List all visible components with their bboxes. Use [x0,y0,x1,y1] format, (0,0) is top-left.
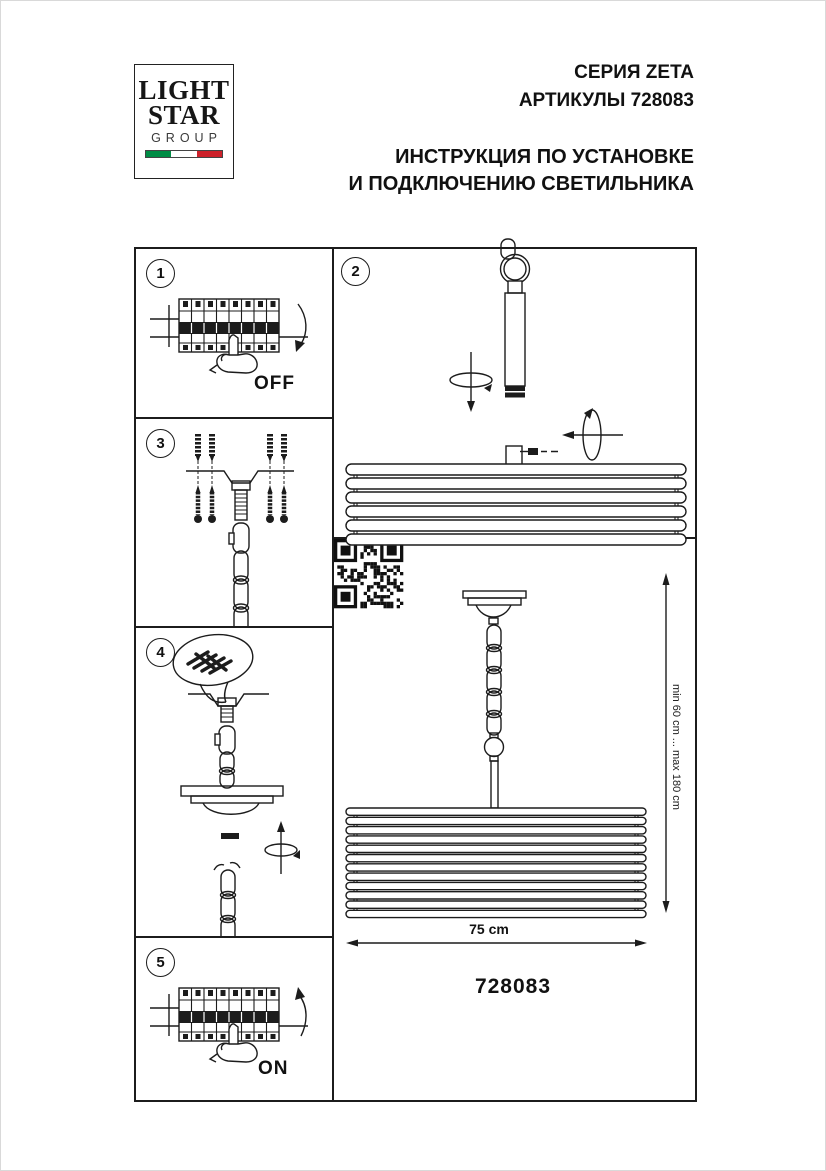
step-5-panel [134,936,334,1102]
height-dimension-line [663,573,670,913]
step-3-panel [134,417,334,628]
step-1-panel [134,247,334,419]
lightstar-logo [134,64,234,179]
step-1-number: 1 [146,259,175,288]
logo-word-light: LIGHT [138,75,230,105]
flag-white [171,151,196,157]
on-label: ON [258,1058,289,1079]
qr-code [334,539,408,609]
step-5-number: 5 [146,948,175,977]
logo-word-group: GROUP [151,131,222,145]
screw-down-arrow-icon [450,352,492,412]
rotate-arrow-icon [265,821,300,874]
logo-word-star: STAR [147,100,221,130]
header [348,59,694,198]
rod-shade-illustration [334,249,695,537]
instruction-title-line2: И ПОДКЛЮЧЕНИЮ СВЕТИЛЬНИКА [348,173,694,195]
pointing-hand-icon [210,1024,257,1062]
flag-red [197,151,222,157]
canopy-chain-illustration [136,628,332,936]
instruction-grid [134,247,697,1102]
pointing-hand-icon [210,335,257,373]
screws-icon [194,485,288,523]
article-number: 728083 [474,975,552,998]
article-title: АРТИКУЛЫ 728083 [518,90,694,111]
shade-slats [346,808,646,918]
step-2-number: 2 [341,257,370,286]
instruction-title-line1: ИНСТРУКЦИЯ ПО УСТАНОВКЕ [395,146,694,168]
width-dimension-line [346,940,647,947]
rotate-left-arrow-icon [562,408,623,460]
series-title: СЕРИЯ ZETA [574,62,694,83]
shade-slats [346,464,686,545]
step-4-number: 4 [146,638,175,667]
wall-plugs-icon [195,434,287,462]
italy-flag [145,150,223,158]
pendant-lamp-illustration [334,539,695,1100]
step-4-panel [134,626,334,938]
main-diagram-panel [332,537,697,1102]
chain [487,625,502,735]
flag-green [146,151,171,157]
step-3-number: 3 [146,429,175,458]
step-2-panel [332,247,697,539]
width-dimension-label: 75 cm [469,921,509,937]
height-dimension-label: min 60 cm ... max 180 cm [670,684,682,810]
wire-connection-callout [170,630,256,703]
off-label: OFF [254,373,295,394]
